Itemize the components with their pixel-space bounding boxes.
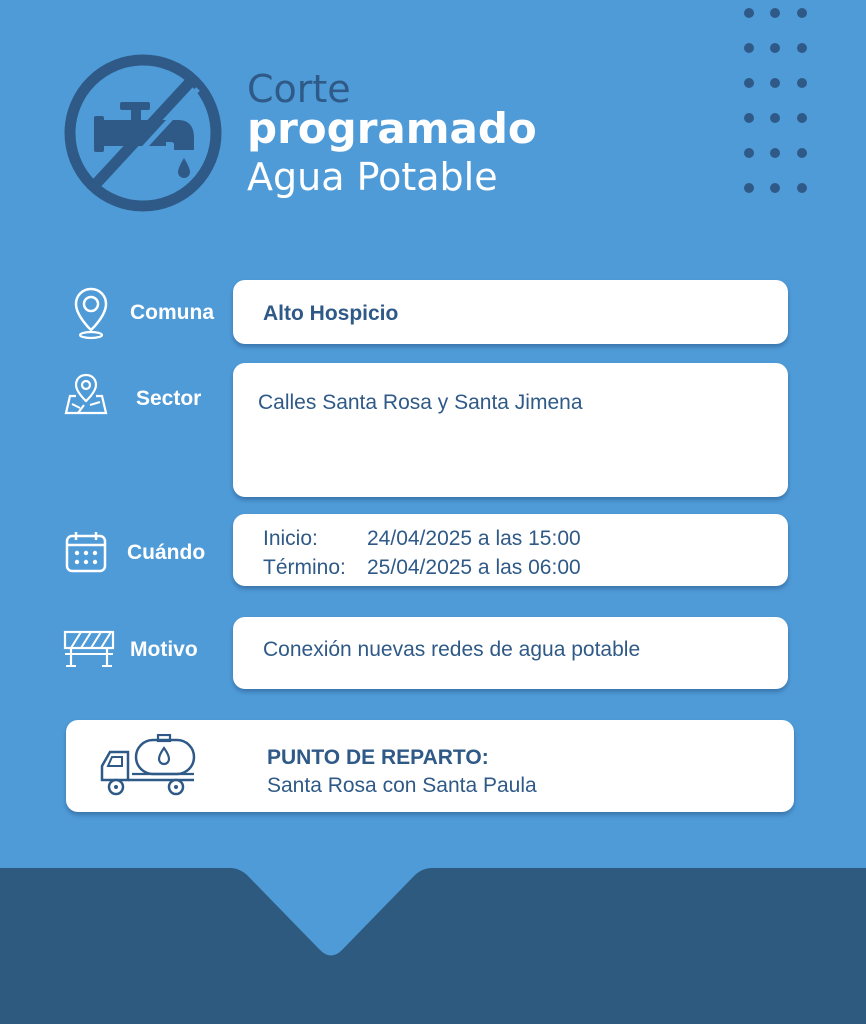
calendar-icon (64, 530, 108, 574)
title-line-2: programado (247, 104, 537, 153)
comuna-card (233, 280, 788, 344)
delivery-title: PUNTO DE REPARTO: (267, 746, 489, 769)
map-pin-icon (64, 372, 108, 416)
footer-band (0, 868, 866, 1024)
comuna-value: Alto Hospicio (263, 302, 399, 325)
start-label: Inicio: (263, 527, 318, 550)
end-label: Término: (263, 556, 346, 579)
delivery-value: Santa Rosa con Santa Paula (267, 774, 537, 797)
motivo-label: Motivo (130, 638, 198, 661)
cuando-label: Cuándo (127, 541, 206, 564)
start-value: 24/04/2025 a las 15:00 (367, 527, 581, 550)
sector-card (233, 363, 788, 497)
motivo-value: Conexión nuevas redes de agua potable (263, 638, 641, 661)
water-tank-truck-icon (100, 734, 196, 798)
title-line-3: Agua Potable (247, 155, 498, 199)
sector-value: Calles Santa Rosa y Santa Jimena (258, 391, 583, 414)
dot-grid-decoration (738, 0, 818, 200)
road-barrier-icon (63, 630, 115, 668)
end-value: 25/04/2025 a las 06:00 (367, 556, 581, 579)
sector-label: Sector (136, 387, 202, 410)
title-line-1: Corte (247, 67, 351, 111)
motivo-card (233, 617, 788, 689)
delivery-point-card (66, 720, 794, 812)
no-water-faucet-icon (62, 52, 224, 214)
location-pin-icon (72, 286, 110, 340)
comuna-label: Comuna (130, 301, 214, 324)
cuando-card (233, 514, 788, 586)
